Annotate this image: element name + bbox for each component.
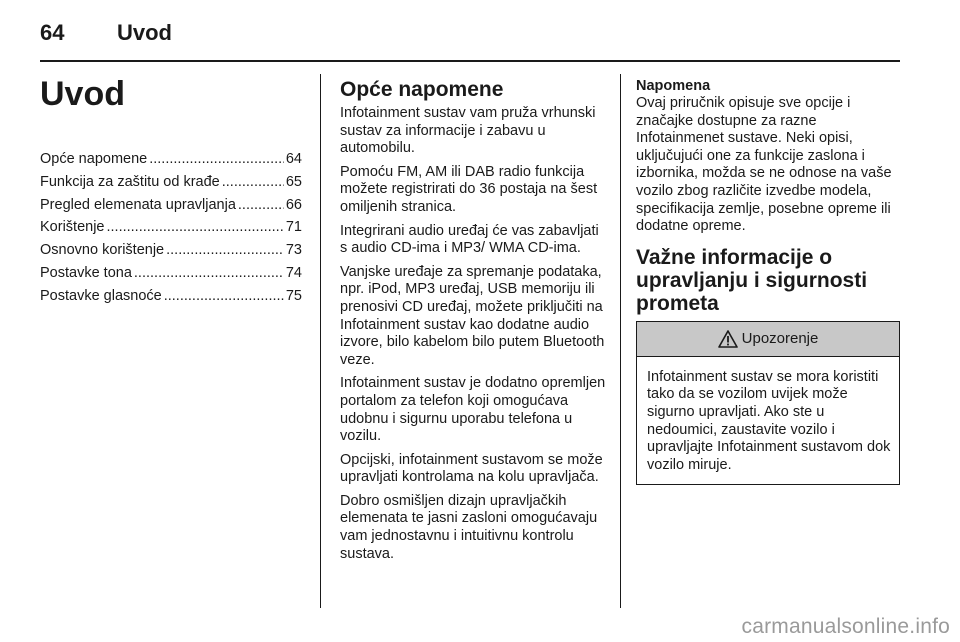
toc-entry[interactable]: [40, 148, 302, 171]
safety-column: [636, 62, 902, 485]
paragraph: Infotainment sustav je dodatno opremljen portalom za telefon koji omogućava udobnu i sigurnu uporabu telefona u vozilu.: [340, 375, 606, 445]
chapter-title: Uvod: [40, 75, 125, 113]
table-of-contents: [40, 148, 302, 308]
toc-leader: [164, 285, 284, 308]
paragraph: Dobro osmišljen dizajn upravljačkih elemenata te jasni zasloni omogućavaju vam jednostavnu i intuitivnu kontrolu sustava.: [340, 492, 598, 562]
warning-title: Upozorenje: [741, 330, 819, 348]
page-number: 64: [40, 20, 65, 45]
toc-page: 65: [285, 173, 302, 190]
toc-leader: [106, 216, 283, 239]
section-title: Uvod: [117, 20, 172, 45]
warning-text: Infotainment sustav se mora koristiti tako da se vozilom uvijek može sigurno upravljati. Ako ste u nedoumici, zaustavite vozilo i upravljajte Infotainment sustavom dok vozilo miruje.: [647, 368, 891, 473]
toc-label: Korištenje: [40, 219, 105, 236]
toc-page: 64: [285, 151, 302, 167]
toc-leader: [166, 239, 284, 262]
toc-leader: [238, 194, 284, 217]
toc-page: 74: [285, 264, 302, 281]
toc-label: Osnovno korištenje: [40, 242, 165, 259]
toc-entry[interactable]: [40, 194, 302, 217]
toc-label: Postavke glasnoće: [40, 287, 162, 304]
paragraph: Vanjske uređaje za spremanje podataka, npr. iPod, MP3 uređaj, USB memoriju ili prenosivi CD uređaj, možete priključiti na Infotainment sustav kao dodatne audio izvore, bilo kabelom bilo putem Bluetooth veze.: [340, 263, 605, 368]
note-body: Ovaj priručnik opisuje sve opcije i značajke dostupne za razne Infotainmenet sustave. Neki opisi, uključujući one za funkcije zaslona i izbornika, možda se ne odnose na vaše vozilo zbog različite izvedbe modela, specifikacija zemlje, posebne opreme ili dodatne opreme.: [636, 95, 892, 235]
column-divider: [320, 74, 321, 608]
toc-page: 75: [285, 287, 302, 304]
paragraph: Integrirani audio uređaj će vas zabavljati s audio CD-ima i MP3/ WMA CD-ima.: [340, 222, 599, 257]
toc-label: Funkcija za zaštitu od krađe: [40, 173, 220, 190]
toc-page: 73: [285, 242, 302, 259]
watermark: carmanualsonline.info: [741, 615, 950, 638]
warning-box: [636, 321, 900, 486]
toc-leader: [134, 262, 284, 285]
paragraph: Infotainment sustav vam pruža vrhunski sustav za informacije i zabavu u automobilu.: [340, 105, 596, 157]
column-divider: [620, 74, 621, 608]
toc-entry[interactable]: [40, 239, 302, 262]
toc-entry[interactable]: [40, 285, 302, 308]
toc-entry[interactable]: [40, 171, 302, 194]
warning-header: [637, 322, 899, 357]
toc-page: 66: [285, 196, 302, 213]
general-notes-column: [340, 62, 606, 569]
note-title: Napomena: [636, 78, 711, 94]
toc-label: Pregled elemenata upravljanja: [40, 196, 236, 213]
paragraph: Opcijski, infotainment sustavom se može upravljati kontrolama na kolu upravljača.: [340, 451, 603, 486]
toc-column: [40, 62, 302, 308]
page-header: [40, 14, 900, 58]
warning-triangle-icon: [718, 330, 738, 348]
toc-entry[interactable]: [40, 262, 302, 285]
toc-label: Opće napomene: [40, 151, 148, 167]
toc-page: 71: [285, 219, 302, 236]
toc-leader: [149, 148, 284, 171]
paragraph: Pomoću FM, AM ili DAB radio funkcija možete registrirati do 36 postaja na šest omiljenih stranica.: [340, 163, 598, 215]
toc-label: Postavke tona: [40, 264, 132, 281]
warning-body: [637, 357, 899, 485]
section-heading: Opće napomene: [340, 78, 504, 101]
toc-leader: [222, 171, 284, 194]
section-heading: Važne informacije o upravljanju i sigurnosti prometa: [636, 245, 868, 315]
toc-entry[interactable]: [40, 216, 302, 239]
